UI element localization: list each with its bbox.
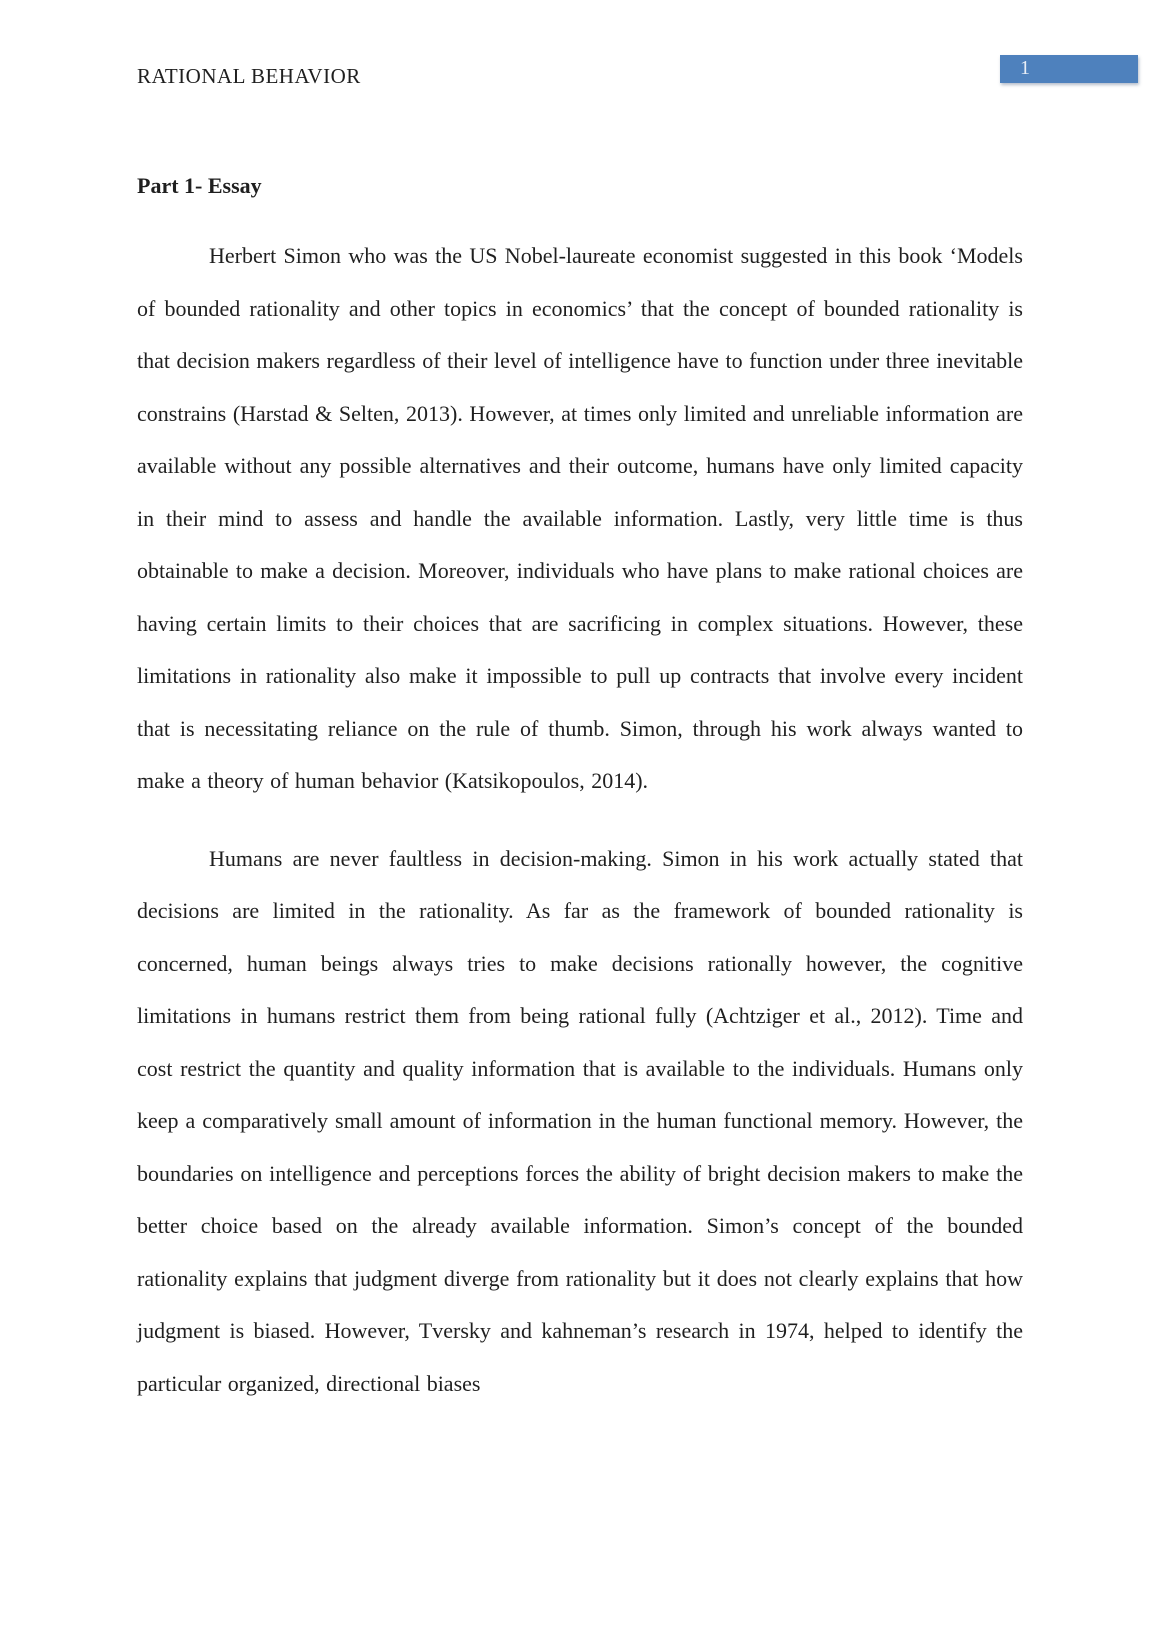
running-head: RATIONAL BEHAVIOR bbox=[137, 64, 361, 88]
essay-paragraph-1: Herbert Simon who was the US Nobel-laureate economist suggested in this book ‘Models of bounded rationality and other topics in economics’ that the concept of bounded rationality is that decision makers regardless of their level of intelligence have to function under three inevitable constrains (Harstad & Selten, 2013). However, at times only limited and unreliable information are available without any possible alternatives and their outcome, humans have only limited capacity in their mind to assess and handle the available information. Lastly, very little time is thus obtainable to make a decision. Moreover, individuals who have plans to make rational choices are having certain limits to their choices that are sacrificing in complex situations. However, these limitations in rationality also make it impossible to pull up contracts that involve every incident that is necessitating reliance on the rule of thumb. Simon, through his work always wanted to make a theory of human behavior (Katsikopoulos, 2014). bbox=[137, 243, 1023, 793]
page-number: 1 bbox=[1020, 57, 1030, 79]
section-heading: Part 1- Essay bbox=[137, 173, 262, 198]
page-number-badge bbox=[1000, 55, 1138, 83]
essay-paragraph-2: Humans are never faultless in decision-making. Simon in his work actually stated that decisions are limited in the rationality. As far as the framework of bounded rationality is concerned, human beings always tries to make decisions rationally however, the cognitive limitations in humans restrict them from being rational fully (Achtziger et al., 2012). Time and cost restrict the quantity and quality information that is available to the individuals. Humans only keep a comparatively small amount of information in the human functional memory. However, the boundaries on intelligence and perceptions forces the ability of bright decision makers to make the better choice based on the already available information. Simon’s concept of the bounded rationality explains that judgment diverge from rationality but it does not clearly explains that how judgment is biased. However, Tversky and kahneman’s research in 1974, helped to identify the particular organized, directional biases bbox=[137, 845, 1023, 1396]
essay-content bbox=[137, 172, 1023, 1435]
